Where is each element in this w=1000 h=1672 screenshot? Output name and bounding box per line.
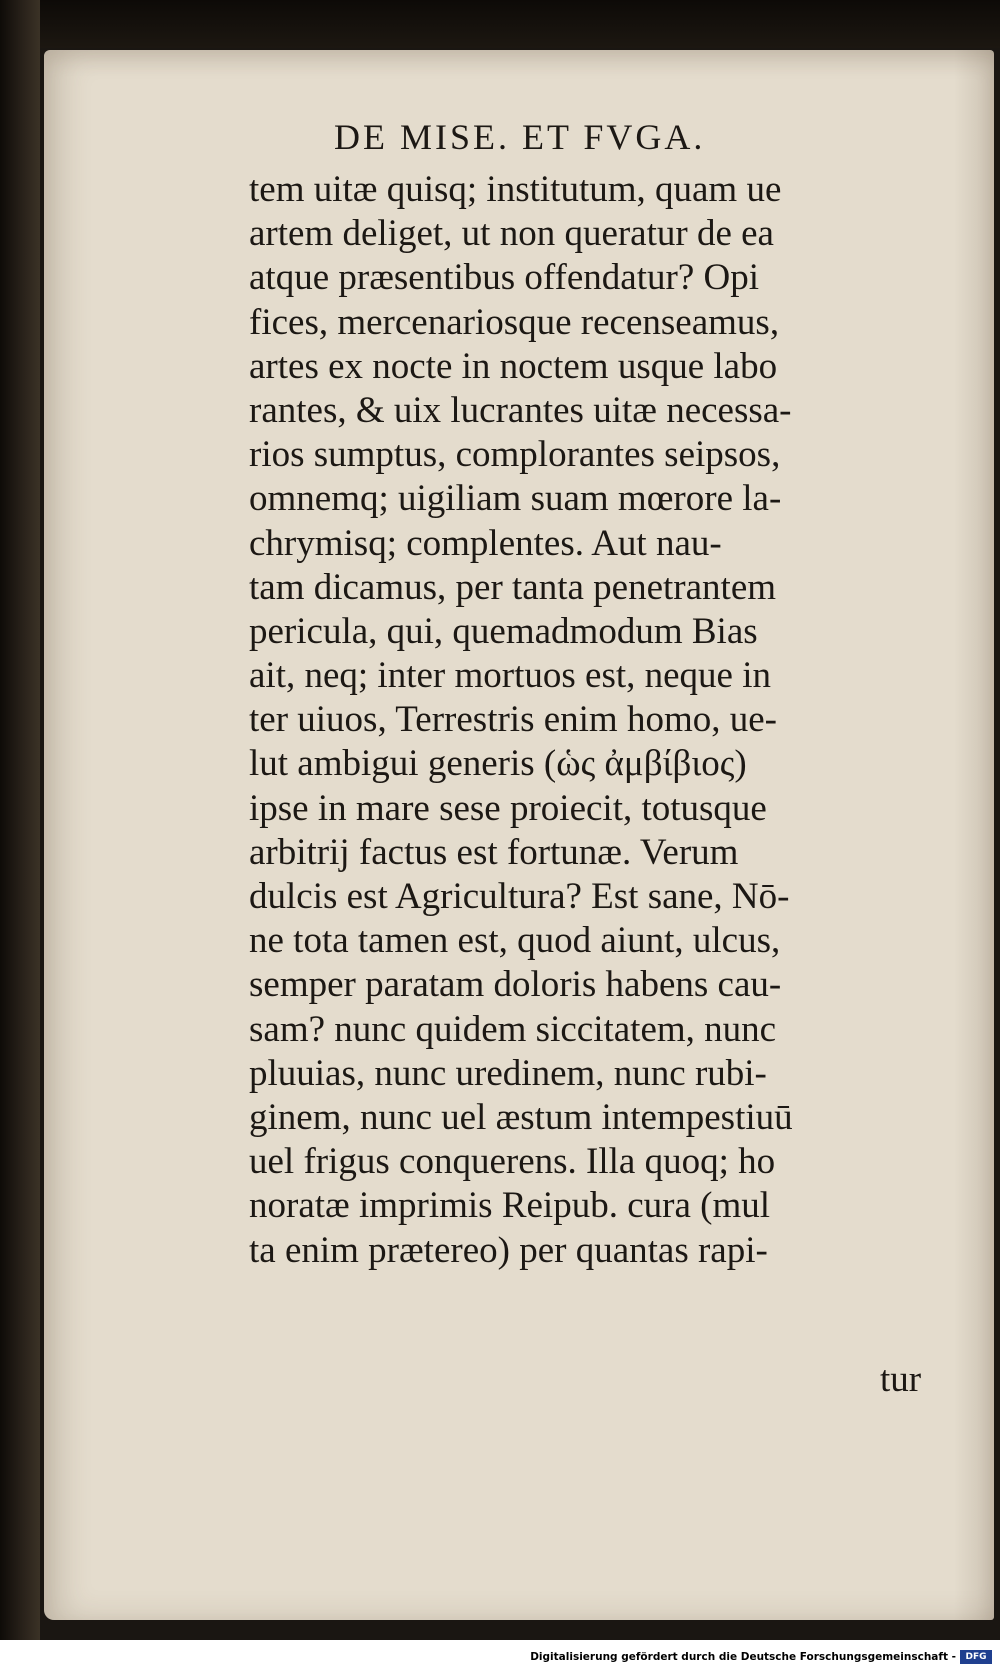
text-line: pericula, qui, quemadmodum Bias	[249, 610, 758, 652]
text-line: pluuias, nunc uredinem, nunc rubi-	[249, 1052, 767, 1094]
text-line: ipse in mare sese proiecit, totusque	[249, 787, 767, 829]
dfg-logo: DFG	[960, 1650, 992, 1664]
text-line: noratæ imprimis Reipub. cura (mul	[249, 1185, 770, 1227]
text-line: semper paratam doloris habens cau-	[249, 964, 782, 1006]
text-line: ter uiuos, Terrestris enim homo, ue-	[249, 699, 777, 741]
book-spine-edge	[0, 0, 40, 1640]
text-line: sam? nunc quidem siccitatem, nunc	[249, 1008, 777, 1050]
text-line: uel frigus conquerens. Illa quoq; ho	[249, 1141, 776, 1183]
text-line: dulcis est Agricultura? Est sane, Nō-	[249, 876, 790, 917]
text-line: arbitrij factus est fortunæ. Verum	[249, 831, 739, 873]
text-line: ta enim prætereo) per quantas rapi-	[249, 1229, 768, 1271]
text-line: lut ambigui generis (ὡς ἀμβίβιος)	[249, 743, 747, 785]
book-top-edge	[0, 0, 1000, 48]
funding-notice: Digitalisierung gefördert durch die Deutsche Forschungsgemeinschaft -	[530, 1651, 956, 1663]
text-line: artem deliget, ut non queratur de ea	[249, 213, 774, 255]
page-edge-shadow	[954, 50, 994, 1620]
text-line: ne tota tamen est, quod aiunt, ulcus,	[249, 920, 781, 962]
book-page	[44, 50, 994, 1620]
text-line: artes ex nocte in noctem usque labo	[249, 345, 778, 387]
text-line: tem uitæ quisq; institutum, quam ue	[249, 169, 782, 210]
footer-bar	[0, 1640, 1000, 1672]
text-line: chrymisq; complentes. Aut nau-	[249, 522, 722, 564]
catchword: tur	[880, 1359, 922, 1400]
text-line: omnemq; uigiliam suam mœrore la-	[249, 478, 782, 520]
text-line: rios sumptus, complorantes seipsos,	[249, 434, 781, 476]
text-line: tam dicamus, per tanta penetrantem	[249, 566, 777, 608]
text-line: rantes, & uix lucrantes uitæ necessa-	[249, 389, 792, 431]
text-line: ginem, nunc uel æstum intempestiuū	[249, 1096, 793, 1138]
text-line: atque præsentibus offendatur? Opi	[249, 257, 759, 299]
body-text	[249, 168, 949, 1273]
running-head: DE MISE. ET FVGA.	[334, 117, 706, 157]
text-line: fices, mercenariosque recenseamus,	[249, 301, 780, 343]
text-line: ait, neq; inter mortuos est, neque in	[249, 655, 771, 697]
